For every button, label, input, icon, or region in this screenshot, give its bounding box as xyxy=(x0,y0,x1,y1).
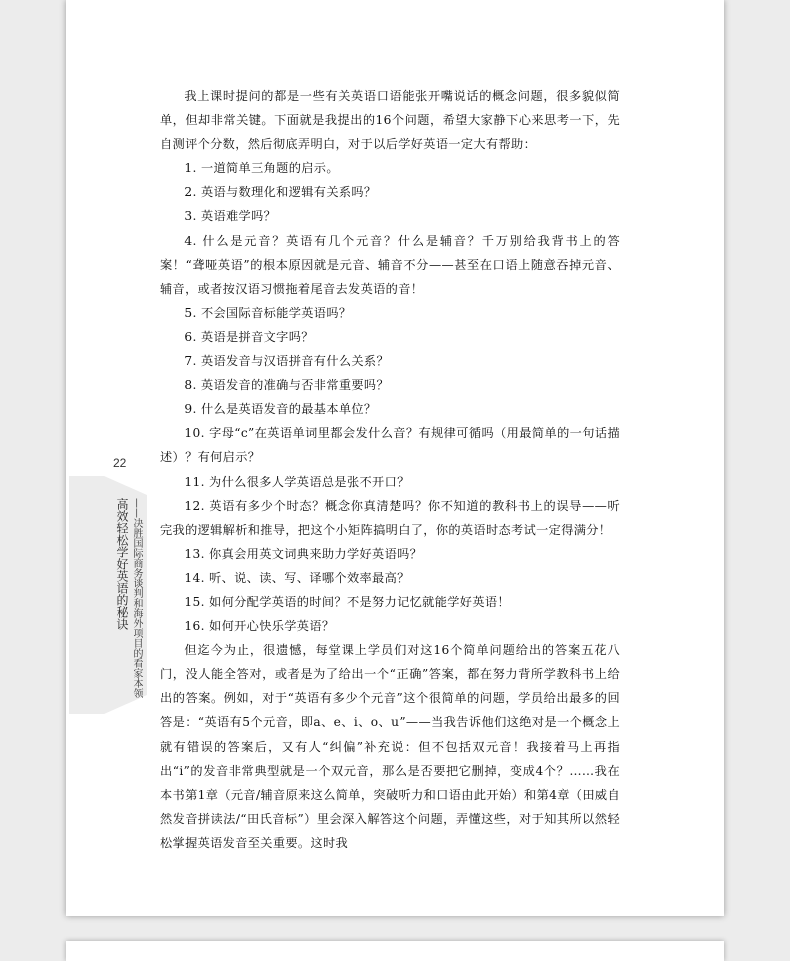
question-item: 5. 不会国际音标能学英语吗？ xyxy=(184,305,352,320)
page-number: 22 xyxy=(113,456,127,470)
paragraph-closing: 但迄今为止，很遗憾，每堂课上学员们对这16个简单问题给出的答案五花八门，没人能全答对，或者是为了给出一个“正确”答案，都在努力背所学教科书上给出的答案。例如，对于“英语有多少个元音”这个很简单的问题，学员给出最多的回答是：“英语有5个元音，即a、e、i、o、u”——当我告诉他们这绝对是一个概念上就有错误的答案后，又有人“纠偏”补充说：但不包括双元音！我接着马上再指出“i”的发音非常典型就是一个双元音，那么是否要把它删掉，变成4个？……我在本书第1章（元音/辅音原来这么简单，突破听力和口语由此开始）和第4章（田威自然发音拼读法/“田氏音标”）里会深入解答这个问题，弄懂这些，对于知其所以然轻松掌握英语发音至关重要。这时我 xyxy=(160,643,620,850)
next-page-edge xyxy=(66,941,724,961)
body-text xyxy=(160,84,620,855)
question-item: 15. 如何分配学英语的时间？不是努力记忆就能学好英语！ xyxy=(184,594,510,609)
question-item: 12. 英语有多少个时态？概念你真清楚吗？你不知道的教科书上的误导——听完我的逻辑解析和推导，把这个小矩阵搞明白了，你的英语时态考试一定得满分！ xyxy=(160,498,620,537)
side-tab-subtitle: ——决胜国际商务谈判和海外项目的看家本领 xyxy=(131,498,142,698)
question-item: 13. 你真会用英文词典来助力学好英语吗？ xyxy=(184,546,423,561)
paragraph-intro: 我上课时提问的都是一些有关英语口语能张开嘴说话的概念问题，很多貌似简单，但却非常关键。下面就是我提出的16个问题，希望大家静下心来思考一下，先自测评个分数，然后彻底弄明白，对于以后学好英语一定大有帮助： xyxy=(160,89,620,152)
question-item: 9. 什么是英语发音的最基本单位？ xyxy=(184,402,377,417)
question-item: 2. 英语与数理化和逻辑有关系吗？ xyxy=(184,185,377,200)
side-tab-title: 高效轻松学好英语的秘诀 xyxy=(115,498,129,630)
question-item: 3. 英语难学吗？ xyxy=(184,209,277,224)
question-item: 10. 字母“c”在英语单词里都会发什么音？有规律可循吗（用最简单的一句话描述）？有何启示？ xyxy=(160,426,620,465)
question-item: 6. 英语是拼音文字吗？ xyxy=(184,329,314,344)
question-item: 11. 为什么很多人学英语总是张不开口？ xyxy=(184,474,410,489)
question-item: 4. 什么是元音？英语有几个元音？什么是辅音？千万别给我背书上的答案！“聋哑英语”的根本原因就是元音、辅音不分——甚至在口语上随意吞掉元音、辅音，或者按汉语习惯拖着尾音去发英语的音！ xyxy=(160,233,620,296)
question-item: 16. 如何开心快乐学英语？ xyxy=(184,619,335,634)
question-item: 7. 英语发音与汉语拼音有什么关系？ xyxy=(184,354,390,369)
question-item: 8. 英语发音的准确与否非常重要吗？ xyxy=(184,378,390,393)
question-item: 1. 一道简单三角题的启示。 xyxy=(184,161,339,176)
question-item: 14. 听、说、读、写、译哪个效率最高？ xyxy=(184,570,410,585)
